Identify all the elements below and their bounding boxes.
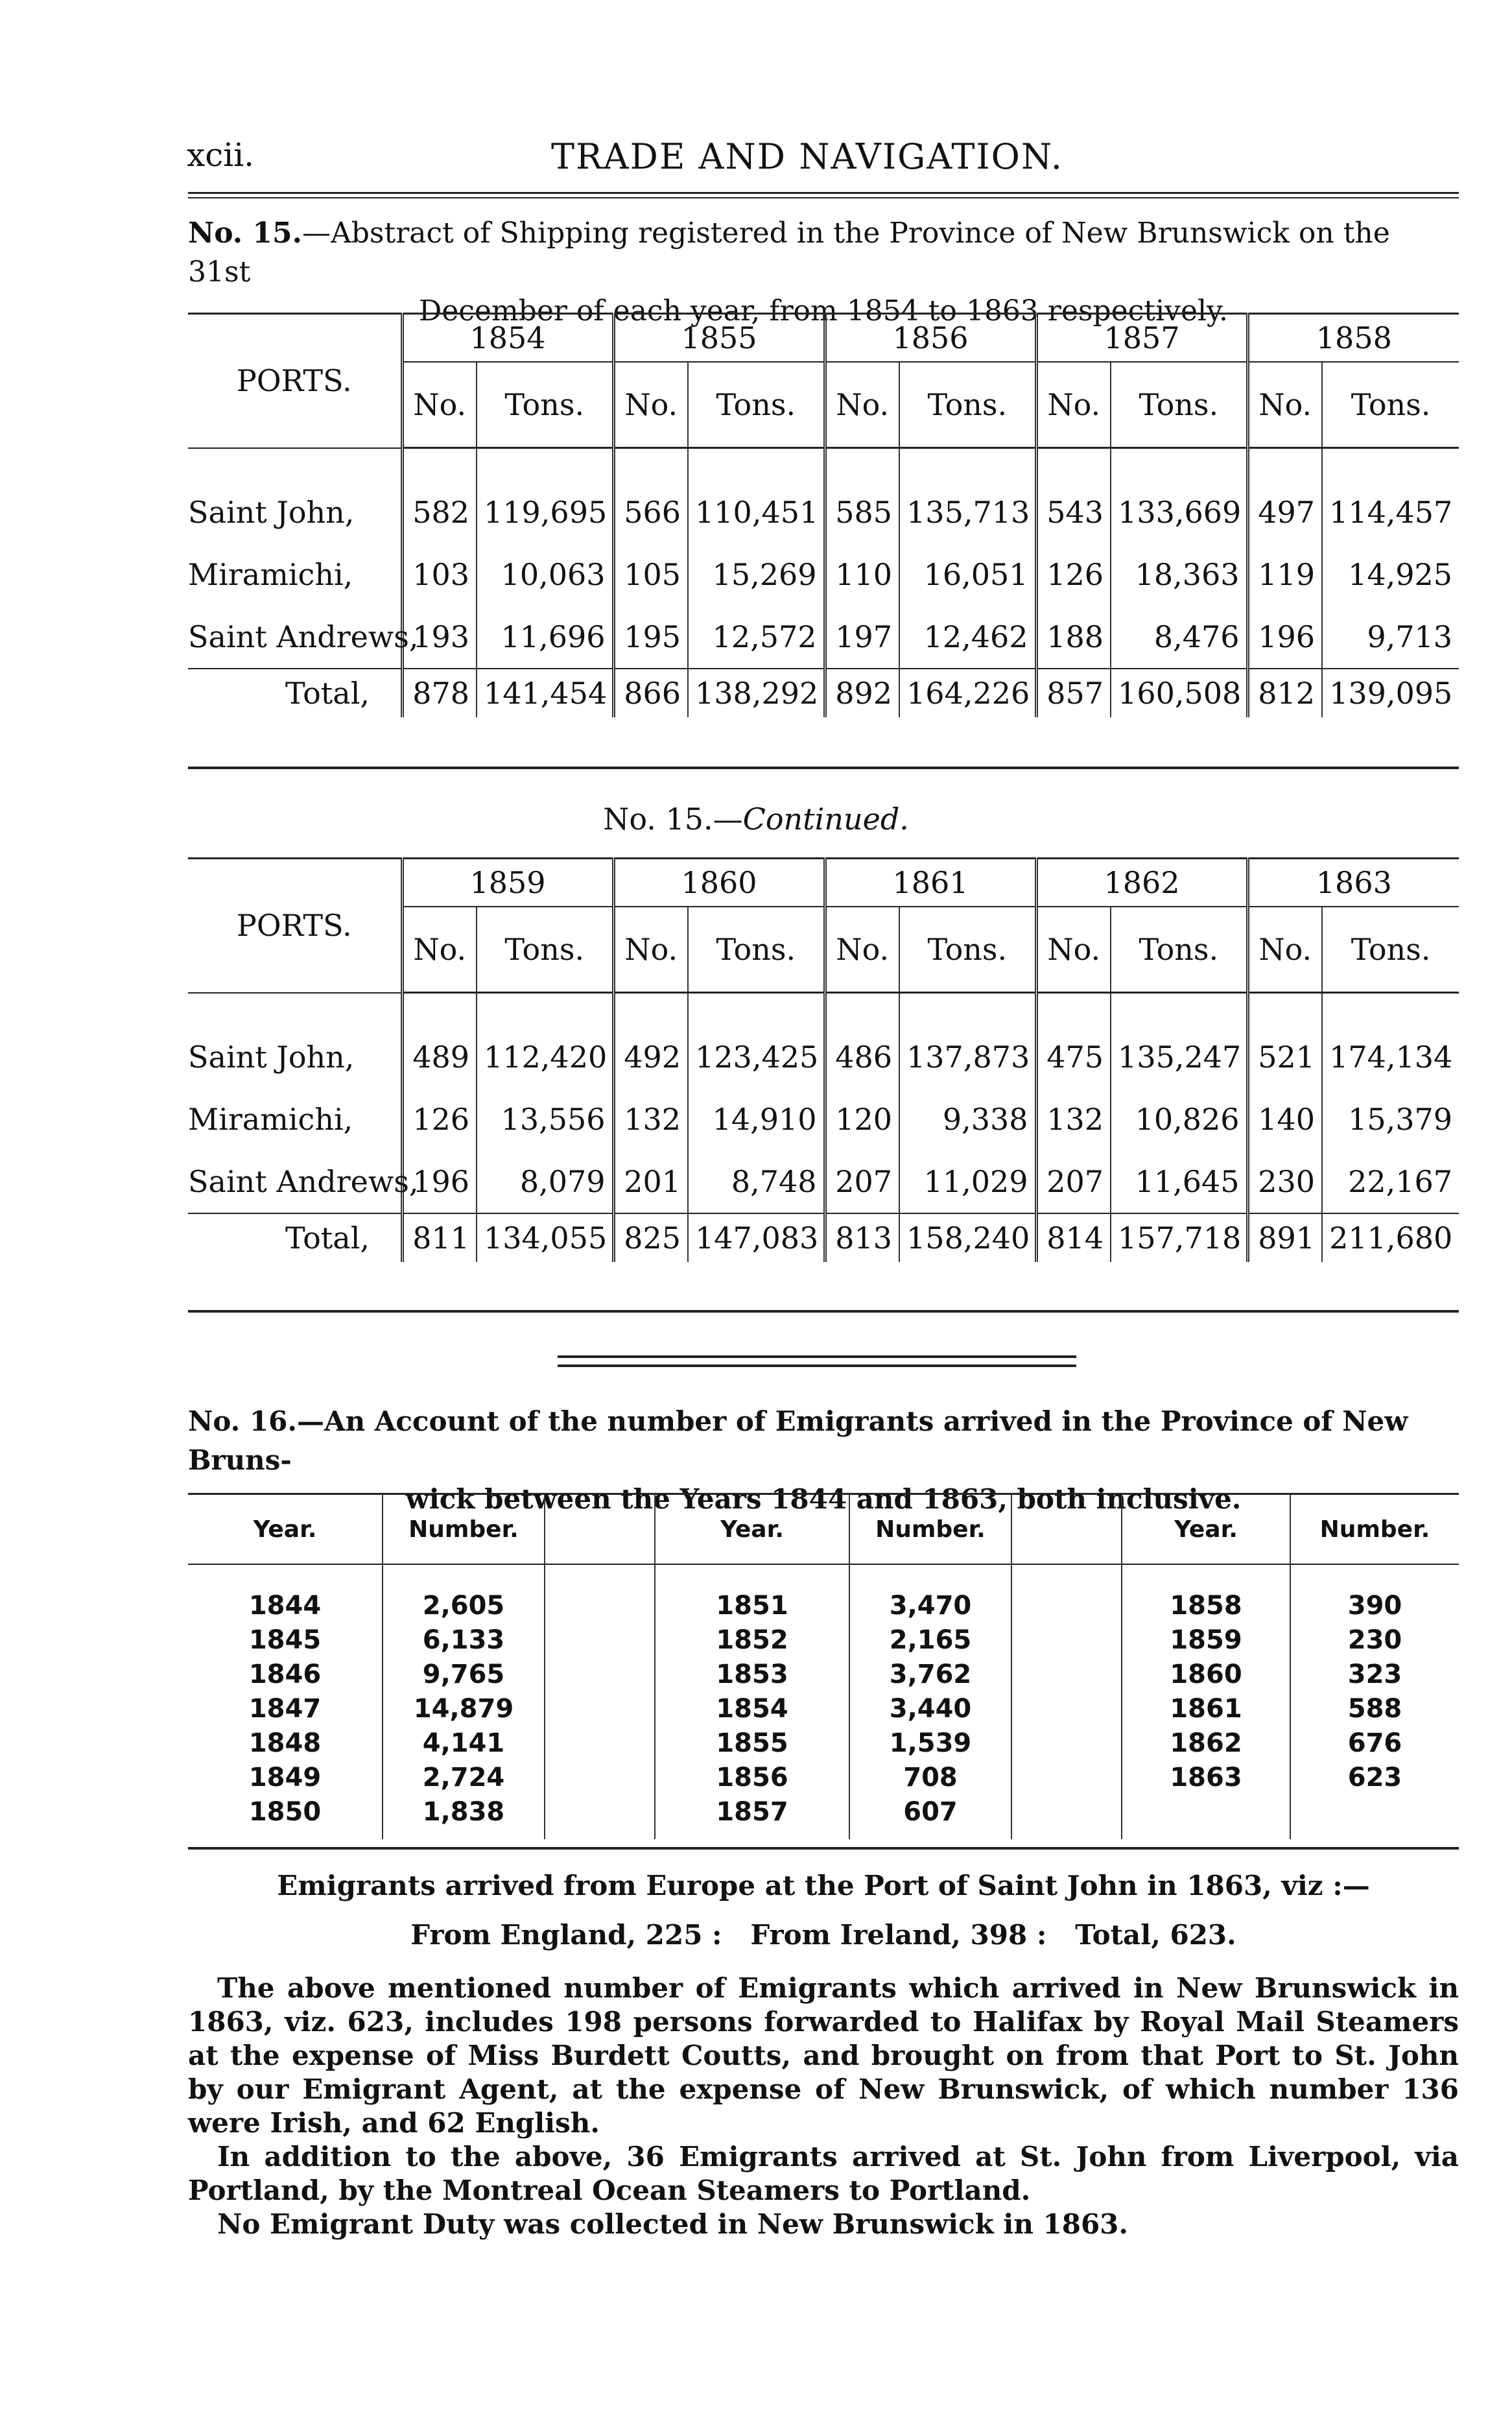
spacer-cell — [899, 993, 1036, 1027]
tonnage: 164,226 — [899, 669, 1036, 717]
spacer-cell — [545, 1564, 655, 1623]
tonnage: 112,420 — [477, 1026, 613, 1088]
tons-header: Tons. — [1322, 362, 1459, 448]
spacer-cell — [477, 448, 613, 482]
tonnage: 135,713 — [899, 481, 1036, 543]
port-name: Saint Andrews, — [188, 619, 419, 654]
number-cell: 588 — [1290, 1691, 1459, 1726]
number-cell: 2,724 — [383, 1760, 545, 1794]
tonnage: 9,713 — [1322, 606, 1459, 669]
ships-count: 492 — [613, 1026, 688, 1088]
year-cell: 1861 — [1122, 1691, 1290, 1726]
port-name: Miramichi, — [188, 1102, 353, 1137]
port-name: Total, — [188, 669, 402, 717]
table-row — [188, 1657, 1459, 1691]
ships-count: 230 — [1247, 1150, 1322, 1213]
year-cell: 1851 — [655, 1564, 849, 1623]
spacer-header — [1011, 1494, 1122, 1565]
spacer-cell — [545, 1623, 655, 1657]
ships-count: 866 — [613, 669, 688, 717]
no-header: No. — [402, 362, 477, 448]
ships-count: 891 — [1247, 1213, 1322, 1262]
tonnage: 135,247 — [1111, 1026, 1247, 1088]
spacer-cell — [1011, 1564, 1122, 1623]
number-header: Number. — [383, 1494, 545, 1565]
ships-count: 521 — [1247, 1026, 1322, 1088]
tonnage: 158,240 — [899, 1213, 1036, 1262]
ships-count: 813 — [825, 1213, 899, 1262]
number-cell: 676 — [1290, 1726, 1459, 1760]
tonnage: 139,095 — [1322, 669, 1459, 717]
table-row — [188, 1150, 1459, 1213]
number-cell: 6,133 — [383, 1623, 545, 1657]
ports-header: PORTS. — [188, 859, 402, 993]
tonnage: 8,748 — [688, 1150, 825, 1213]
ships-count: 132 — [1036, 1088, 1111, 1150]
ships-count: 103 — [402, 543, 477, 606]
year-cell: 1856 — [655, 1760, 849, 1794]
year-header: 1855 — [613, 314, 825, 363]
ships-count: 196 — [402, 1150, 477, 1213]
tons-header: Tons. — [899, 907, 1036, 993]
tonnage: 138,292 — [688, 669, 825, 717]
number-header: Number. — [1290, 1494, 1459, 1565]
number-cell: 1,838 — [383, 1794, 545, 1839]
ships-count: 132 — [613, 1088, 688, 1150]
no-header: No. — [825, 362, 899, 448]
spacer-cell — [545, 1657, 655, 1691]
tonnage: 15,379 — [1322, 1088, 1459, 1150]
ships-count: 812 — [1247, 669, 1322, 717]
tons-header: Tons. — [1322, 907, 1459, 993]
table-16-caption-line1 — [188, 1402, 1459, 1480]
tons-header: Tons. — [688, 362, 825, 448]
tonnage: 10,063 — [477, 543, 613, 606]
tonnage: 12,462 — [899, 606, 1036, 669]
table-15-title: —Abstract of Shipping registered in the Province of New Brunswick on the 31st — [188, 217, 1390, 289]
year-cell: 1859 — [1122, 1623, 1290, 1657]
table-row — [188, 1088, 1459, 1150]
table-row — [188, 1794, 1459, 1839]
tonnage: 119,695 — [477, 481, 613, 543]
number-cell: 3,470 — [849, 1564, 1011, 1623]
table-16-title: —An Account of the number of Emigrants arrived in the Province of New Bruns- — [188, 1405, 1408, 1476]
year-header: 1860 — [613, 859, 825, 907]
number-cell: 607 — [849, 1794, 1011, 1839]
total-row — [188, 1213, 1459, 1262]
table-rule — [188, 1847, 1459, 1850]
number-cell: 323 — [1290, 1657, 1459, 1691]
paragraph-liverpool: In addition to the above, 36 Emigrants arrived at St. John from Liverpool, via Portland, by the Montreal Ocean Steamers to Portland. — [188, 2141, 1459, 2206]
no-header: No. — [1247, 907, 1322, 993]
ships-count: 814 — [1036, 1213, 1111, 1262]
ships-count: 857 — [1036, 669, 1111, 717]
spacer-cell — [688, 448, 825, 482]
year-cell: 1844 — [248, 1590, 322, 1621]
ports-header: PORTS. — [188, 314, 402, 448]
tons-header: Tons. — [1111, 907, 1247, 993]
year-cell: 1855 — [655, 1726, 849, 1760]
year-cell: 1849 — [248, 1762, 322, 1793]
spacer-cell — [1011, 1691, 1122, 1726]
tonnage: 114,457 — [1322, 481, 1459, 543]
ships-count: 119 — [1247, 543, 1322, 606]
ships-count: 878 — [402, 669, 477, 717]
ships-count: 497 — [1247, 481, 1322, 543]
year-cell: 1852 — [655, 1623, 849, 1657]
number-cell — [1290, 1794, 1459, 1839]
tonnage: 13,556 — [477, 1088, 613, 1150]
spacer-cell — [402, 448, 477, 482]
tons-header: Tons. — [688, 907, 825, 993]
tonnage: 12,572 — [688, 606, 825, 669]
spacer-cell — [899, 448, 1036, 482]
year-cell — [1122, 1794, 1290, 1839]
number-cell: 1,539 — [849, 1726, 1011, 1760]
ships-count: 126 — [1036, 543, 1111, 606]
ships-count: 201 — [613, 1150, 688, 1213]
ships-count: 105 — [613, 543, 688, 606]
table-16-caption-line2: wick between the Years 1844 and 1863, both inclusive. — [405, 1483, 1242, 1515]
paragraph-halifax: The above mentioned number of Emigrants which arrived in New Brunswick in 1863, viz. 623, includes 198 persons forwarded to Halifax by Royal Mail Steamers at the expense of Miss Burdett Coutts, and brought on from that Port to St. John by our Emigrant Agent, at the expense of New Brunswick, of which number 136 were Irish, and 62 English. — [188, 1972, 1459, 2139]
table-row — [188, 1760, 1459, 1794]
spacer-cell — [1036, 993, 1111, 1027]
number-cell: 390 — [1290, 1564, 1459, 1623]
year-header: 1862 — [1036, 859, 1247, 907]
number-cell: 3,440 — [849, 1691, 1011, 1726]
ships-count: 188 — [1036, 606, 1111, 669]
tonnage: 11,029 — [899, 1150, 1036, 1213]
year-header: 1859 — [402, 859, 613, 907]
no-header: No. — [402, 907, 477, 993]
spacer-cell — [545, 1691, 655, 1726]
year-header: Year. — [188, 1494, 383, 1565]
tonnage: 123,425 — [688, 1026, 825, 1088]
ships-count: 140 — [1247, 1088, 1322, 1150]
port-name: Saint John, — [188, 1040, 355, 1075]
ships-count: 197 — [825, 606, 899, 669]
table-15-caption-line2: December of each year, from 1854 to 1863 respectively. — [418, 294, 1229, 328]
tonnage: 137,873 — [899, 1026, 1036, 1088]
tonnage: 10,826 — [1111, 1088, 1247, 1150]
ships-count: 566 — [613, 481, 688, 543]
ships-count: 120 — [825, 1088, 899, 1150]
year-header: 1861 — [825, 859, 1036, 907]
ships-count: 110 — [825, 543, 899, 606]
tonnage: 134,055 — [477, 1213, 613, 1262]
no-header: No. — [1247, 362, 1322, 448]
spacer-cell — [1111, 993, 1247, 1027]
tons-header: Tons. — [477, 907, 613, 993]
ships-count: 126 — [402, 1088, 477, 1150]
tonnage: 22,167 — [1322, 1150, 1459, 1213]
tonnage: 11,696 — [477, 606, 613, 669]
tons-header: Tons. — [1111, 362, 1247, 448]
spacer-cell — [1322, 448, 1459, 482]
table-rule — [188, 1310, 1459, 1313]
number-cell: 623 — [1290, 1760, 1459, 1794]
number-cell: 230 — [1290, 1623, 1459, 1657]
spacer-cell — [1011, 1794, 1122, 1839]
emigrants-paragraphs — [188, 1971, 1459, 2241]
tonnage: 8,079 — [477, 1150, 613, 1213]
year-cell: 1863 — [1122, 1760, 1290, 1794]
number-cell: 9,765 — [383, 1657, 545, 1691]
year-cell: 1846 — [248, 1659, 322, 1689]
ships-count: 207 — [1036, 1150, 1111, 1213]
ships-count: 193 — [402, 606, 477, 669]
year-cell: 1845 — [248, 1625, 322, 1655]
spacer-cell — [1247, 993, 1322, 1027]
total-row — [188, 669, 1459, 717]
continued-word: Continued. — [742, 802, 909, 837]
running-title: TRADE AND NAVIGATION. — [551, 136, 1063, 177]
tonnage: 133,669 — [1111, 481, 1247, 543]
paragraph-duty: No Emigrant Duty was collected in New Brunswick in 1863. — [217, 2208, 1129, 2240]
shipping-table-1854-1858 — [188, 313, 1459, 717]
spacer-cell — [1011, 1726, 1122, 1760]
tons-header: Tons. — [477, 362, 613, 448]
ships-count: 582 — [402, 481, 477, 543]
spacer-cell — [1011, 1657, 1122, 1691]
table-row — [188, 1691, 1459, 1726]
spacer-header — [545, 1494, 655, 1565]
tonnage: 211,680 — [1322, 1213, 1459, 1262]
shipping-table-1859-1863 — [188, 857, 1459, 1262]
table-row — [188, 1026, 1459, 1088]
year-header: 1857 — [1036, 314, 1247, 363]
tonnage: 174,134 — [1322, 1026, 1459, 1088]
year-cell: 1862 — [1122, 1726, 1290, 1760]
emigrants-note-line2: From England, 225 : From Ireland, 398 : Total, 623. — [410, 1919, 1236, 1951]
tonnage: 14,925 — [1322, 543, 1459, 606]
year-cell: 1860 — [1122, 1657, 1290, 1691]
table-row — [188, 1564, 1459, 1623]
spacer-cell — [1011, 1760, 1122, 1794]
port-name: Saint John, — [188, 495, 355, 530]
table-15-number: No. 15. — [188, 217, 302, 250]
table-row — [188, 606, 1459, 669]
year-cell: 1854 — [655, 1691, 849, 1726]
table-rule — [188, 767, 1459, 769]
spacer-cell — [188, 993, 402, 1027]
port-name: Saint Andrews, — [188, 1164, 419, 1199]
number-cell: 708 — [849, 1760, 1011, 1794]
no-header: No. — [1036, 907, 1111, 993]
tonnage: 11,645 — [1111, 1150, 1247, 1213]
head-rule — [188, 192, 1459, 194]
ships-count: 811 — [402, 1213, 477, 1262]
tonnage: 157,718 — [1111, 1213, 1247, 1262]
table-row — [188, 1623, 1459, 1657]
year-cell: 1848 — [248, 1728, 322, 1758]
continued-label — [0, 802, 1512, 837]
year-cell: 1850 — [248, 1796, 322, 1827]
spacer-cell — [613, 448, 688, 482]
spacer-cell — [188, 448, 402, 482]
tonnage: 147,083 — [688, 1213, 825, 1262]
tonnage: 14,910 — [688, 1088, 825, 1150]
running-head — [182, 136, 1465, 182]
page-number: xcii. — [187, 136, 255, 174]
number-cell: 4,141 — [383, 1726, 545, 1760]
tonnage: 110,451 — [688, 481, 825, 543]
emigrants-table — [188, 1493, 1459, 1839]
year-cell: 1857 — [655, 1794, 849, 1839]
ships-count: 195 — [613, 606, 688, 669]
spacer-cell — [1111, 448, 1247, 482]
number-cell: 2,605 — [383, 1564, 545, 1623]
spacer-cell — [613, 993, 688, 1027]
tonnage: 16,051 — [899, 543, 1036, 606]
year-header: 1856 — [825, 314, 1036, 363]
spacer-row — [188, 448, 1459, 482]
year-cell: 1847 — [248, 1693, 322, 1724]
spacer-cell — [688, 993, 825, 1027]
tonnage: 9,338 — [899, 1088, 1036, 1150]
table-row — [188, 1726, 1459, 1760]
number-cell: 3,762 — [849, 1657, 1011, 1691]
head-rule-thin — [188, 197, 1459, 198]
spacer-cell — [1322, 993, 1459, 1027]
spacer-cell — [545, 1726, 655, 1760]
table-row — [188, 543, 1459, 606]
tonnage: 8,476 — [1111, 606, 1247, 669]
section-divider — [558, 1364, 1076, 1367]
no-header: No. — [613, 362, 688, 448]
table-row — [188, 481, 1459, 543]
port-name: Total, — [188, 1213, 402, 1262]
tonnage: 141,454 — [477, 669, 613, 717]
year-header: 1863 — [1247, 859, 1459, 907]
year-header: Year. — [655, 1494, 849, 1565]
year-cell: 1858 — [1122, 1564, 1290, 1623]
spacer-cell — [477, 993, 613, 1027]
year-header: 1858 — [1247, 314, 1459, 363]
ships-count: 196 — [1247, 606, 1322, 669]
table-15-caption-line1 — [188, 214, 1459, 292]
tons-header: Tons. — [899, 362, 1036, 448]
spacer-row — [188, 993, 1459, 1027]
no-header: No. — [613, 907, 688, 993]
spacer-cell — [402, 993, 477, 1027]
ships-count: 585 — [825, 481, 899, 543]
table-16-number: No. 16. — [188, 1405, 297, 1437]
ships-count: 207 — [825, 1150, 899, 1213]
ships-count: 475 — [1036, 1026, 1111, 1088]
ships-count: 486 — [825, 1026, 899, 1088]
emigrants-note-line1: Emigrants arrived from Europe at the Port of Saint John in 1863, viz :— — [277, 1870, 1370, 1901]
ships-count: 543 — [1036, 481, 1111, 543]
tonnage: 15,269 — [688, 543, 825, 606]
year-header: Year. — [1122, 1494, 1290, 1565]
continued-number: No. 15.— — [603, 802, 743, 837]
no-header: No. — [825, 907, 899, 993]
year-header: 1854 — [402, 314, 613, 363]
number-cell: 14,879 — [383, 1691, 545, 1726]
spacer-cell — [825, 448, 899, 482]
number-header: Number. — [849, 1494, 1011, 1565]
ships-count: 892 — [825, 669, 899, 717]
spacer-cell — [1036, 448, 1111, 482]
number-cell: 2,165 — [849, 1623, 1011, 1657]
spacer-cell — [825, 993, 899, 1027]
spacer-cell — [545, 1794, 655, 1839]
section-divider — [558, 1355, 1076, 1358]
tonnage: 160,508 — [1111, 669, 1247, 717]
ships-count: 489 — [402, 1026, 477, 1088]
ships-count: 825 — [613, 1213, 688, 1262]
port-name: Miramichi, — [188, 557, 353, 592]
year-cell: 1853 — [655, 1657, 849, 1691]
spacer-cell — [545, 1760, 655, 1794]
tonnage: 18,363 — [1111, 543, 1247, 606]
spacer-cell — [1011, 1623, 1122, 1657]
spacer-cell — [1247, 448, 1322, 482]
no-header: No. — [1036, 362, 1111, 448]
